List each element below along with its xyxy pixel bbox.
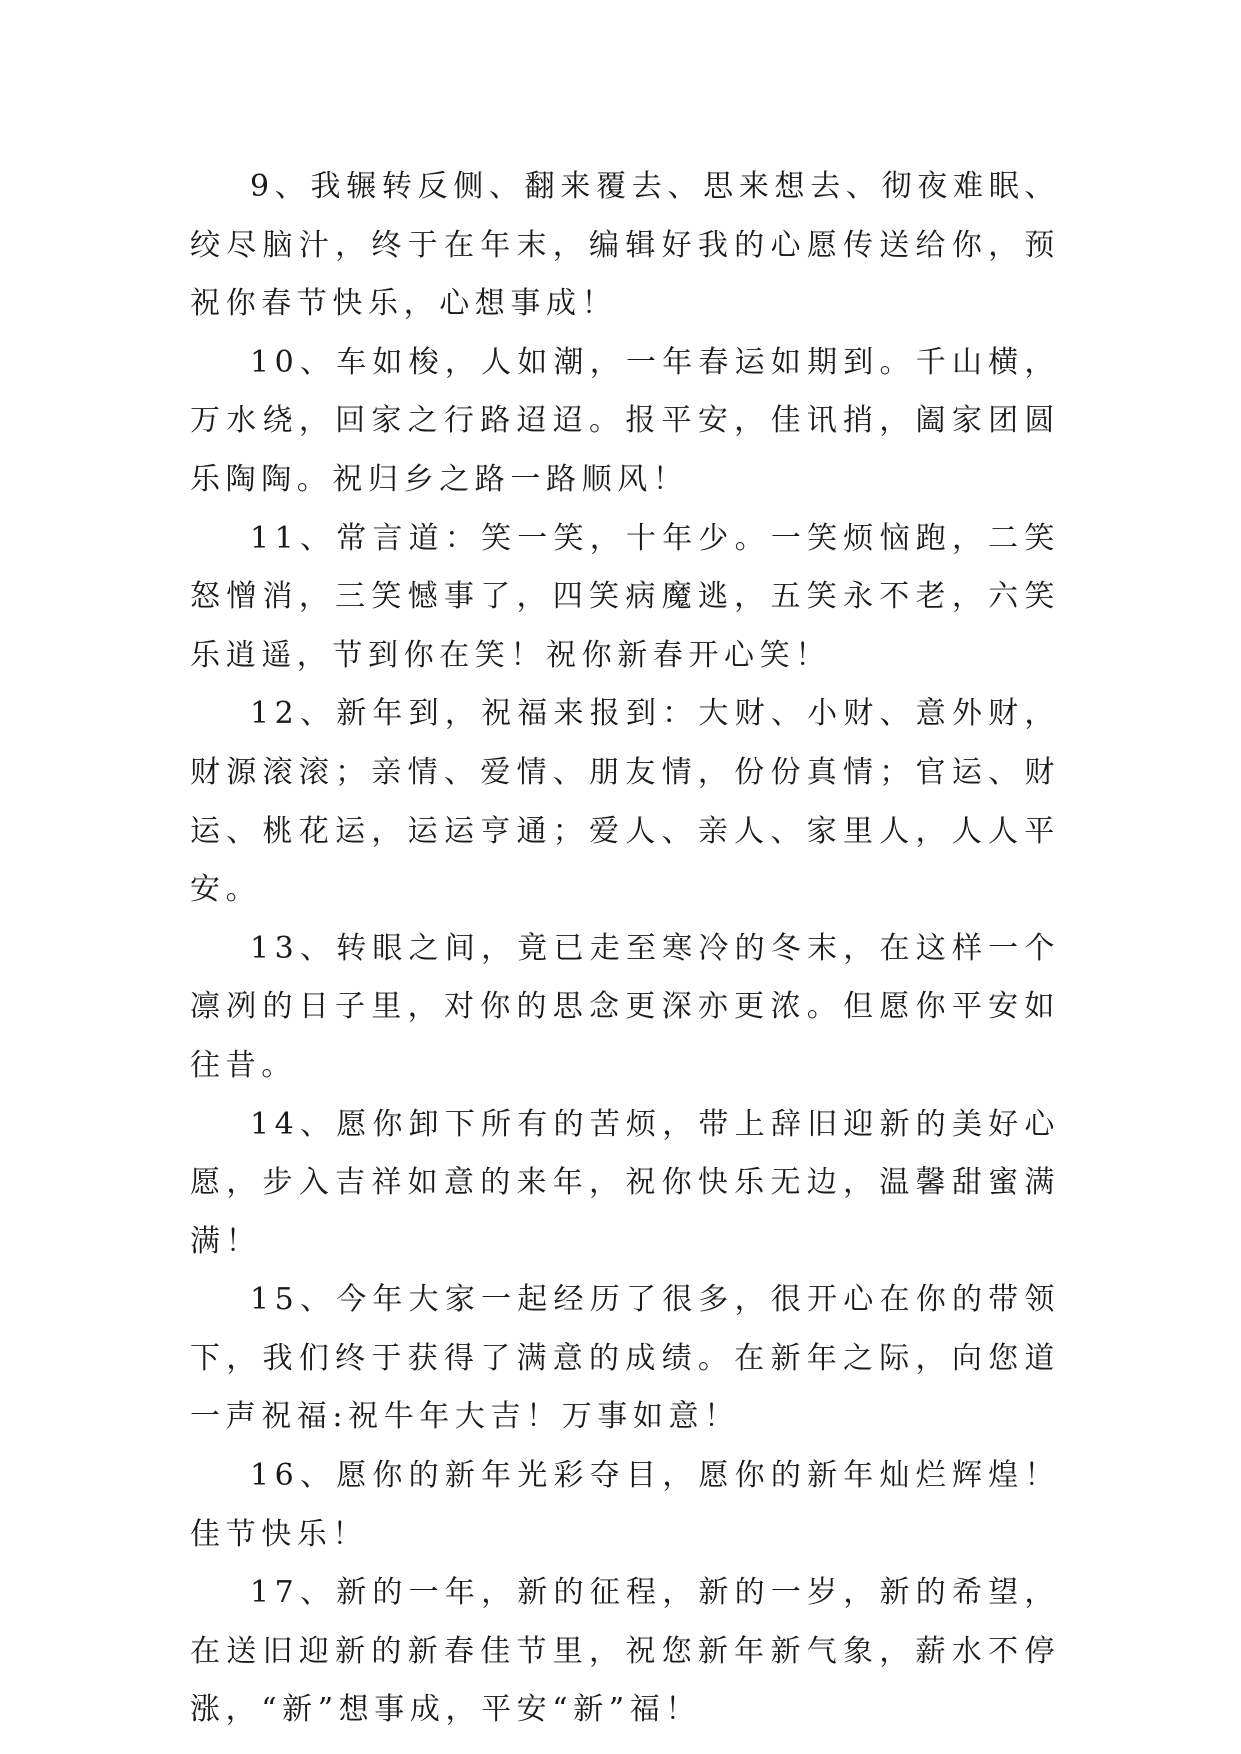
paragraph-13: 13、转眼之间，竟已走至寒冷的冬末，在这样一个凛冽的日子里，对你的思念更深亦更浓。但愿你平安如往昔。 (190, 930, 1060, 1083)
paragraph-17: 17、新的一年，新的征程，新的一岁，新的希望，在送旧迎新的新春佳节里，祝您新年新气象，薪水不停涨，“新”想事成，平安“新”福！ (190, 1575, 1060, 1728)
paragraph-11: 11、常言道：笑一笑，十年少。一笑烦恼跑，二笑怒憎消，三笑憾事了，四笑病魔逃，五笑永不老，六笑乐逍遥，节到你在笑！祝你新春开心笑！ (190, 520, 1060, 673)
paragraph-10: 10、车如梭，人如潮，一年春运如期到。千山横，万水绕，回家之行路迢迢。报平安，佳讯捎，阖家团圆乐陶陶。祝归乡之路一路顺风！ (190, 344, 1060, 497)
document-body (190, 158, 1060, 1740)
paragraph-9: 9、我辗转反侧、翻来覆去、思来想去、彻夜难眠、绞尽脑汁，终于在年末，编辑好我的心愿传送给你，预祝你春节快乐，心想事成！ (190, 169, 1060, 322)
paragraph-14: 14、愿你卸下所有的苦烦，带上辞旧迎新的美好心愿，步入吉祥如意的来年，祝你快乐无边，温馨甜蜜满满！ (190, 1106, 1060, 1259)
paragraph-12: 12、新年到，祝福来报到：大财、小财、意外财，财源滚滚；亲情、爱情、朋友情，份份真情；官运、财运、桃花运，运运亨通；爱人、亲人、家里人，人人平安。 (190, 696, 1060, 908)
paragraph-15: 15、今年大家一起经历了很多，很开心在你的带领下，我们终于获得了满意的成绩。在新年之际，向您道一声祝福:祝牛年大吉！万事如意！ (190, 1282, 1060, 1435)
paragraph-16: 16、愿你的新年光彩夺目，愿你的新年灿烂辉煌！佳节快乐！ (190, 1458, 1060, 1552)
